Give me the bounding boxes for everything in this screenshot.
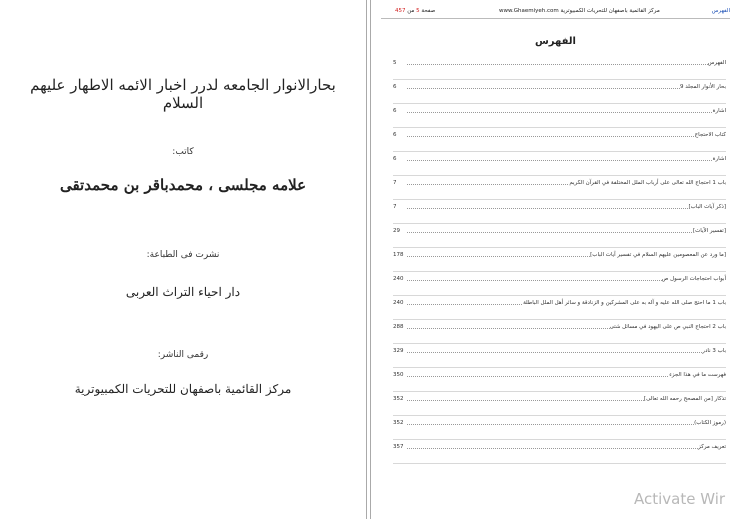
dot-leader [407, 88, 726, 89]
toc-entry[interactable] [393, 272, 726, 296]
right-page [371, 0, 740, 519]
toc-entry-title[interactable]: فهرست ما في هذا الجزء [669, 372, 726, 378]
toc-heading: الفهرس [534, 36, 576, 47]
toc-entry-title[interactable]: اشارة [712, 156, 726, 162]
dot-leader [407, 136, 726, 137]
toc-entry[interactable] [393, 176, 726, 200]
page-of: من [405, 8, 417, 14]
page-header [381, 4, 730, 19]
toc-entry-page: 240 [393, 276, 404, 282]
toc-entry[interactable] [393, 56, 726, 80]
left-page [0, 0, 366, 519]
dot-leader [407, 160, 726, 161]
toc-entry-title[interactable]: [ذكر آيات الباب] [688, 204, 726, 210]
toc-entry[interactable] [393, 368, 726, 392]
author-label: کاتب: [172, 147, 194, 157]
toc-entry-page: 29 [393, 228, 400, 234]
digitizer-name: مرکز القائمیة باصفهان للتحریات الکمبیوتریة [74, 382, 292, 396]
page-prefix: صفحة [419, 8, 436, 14]
toc-entry-page: 357 [393, 444, 404, 450]
total-pages: 457 [395, 8, 406, 14]
dot-leader [407, 112, 726, 113]
toc-entry-page: 350 [393, 372, 404, 378]
toc-entry-title[interactable]: [تفسير الآيات] [692, 228, 726, 234]
digitizer-label: رقمی الناشر: [157, 350, 209, 360]
toc-entry-title[interactable]: أبواب احتجاجات الرسول ص [661, 276, 726, 282]
toc-entry-title[interactable]: باب 2 احتجاج النبي ص على اليهود في مسائل شتى [609, 324, 726, 330]
dot-leader [407, 232, 726, 233]
toc-entry-page: 288 [393, 324, 404, 330]
publisher-name: دار احیاء التراث العربی [125, 285, 241, 299]
toc-entry-page: 178 [393, 252, 404, 258]
toc-entry[interactable] [393, 320, 726, 344]
toc-entry-page: 6 [393, 156, 397, 162]
toc-entry-page: 5 [393, 60, 397, 66]
book-title: بحارالانوار الجامعه لدرر اخبار الائمه الاطهار علیهم السلام [30, 76, 336, 112]
toc-entry[interactable] [393, 440, 726, 464]
toc-entry-title[interactable]: اشارة [712, 108, 726, 114]
dot-leader [407, 448, 726, 449]
dot-leader [407, 424, 726, 425]
toc-entry[interactable] [393, 104, 726, 128]
toc-entry-title[interactable]: تعريف مركز [698, 444, 726, 450]
toc-entry-page: 7 [393, 180, 397, 186]
header-site-text: www.Ghaemiyeh.com مركز القائمية باصفهان للتحريات الكمبيوترية [499, 8, 660, 14]
toc-entry-page: 7 [393, 204, 397, 210]
toc-entry-title[interactable]: كتاب الاحتجاج [694, 132, 726, 138]
toc-entry-page: 6 [393, 132, 397, 138]
toc-entry-page: 6 [393, 108, 397, 114]
toc-entry-page: 352 [393, 396, 404, 402]
publication-label: نشرت فی الطباعة: [146, 250, 220, 260]
toc-entry-title[interactable]: تذكار [من المصحح رحمه الله تعالى] [643, 396, 726, 402]
toc-entry[interactable] [393, 152, 726, 176]
activate-windows-watermark: Activate Wir [634, 490, 726, 508]
toc-entry[interactable] [393, 416, 726, 440]
toc-entry[interactable] [393, 248, 726, 272]
toc-entry[interactable] [393, 80, 726, 104]
toc-entry-title[interactable]: باب 3 نادر [702, 348, 726, 354]
toc-entry-page: 240 [393, 300, 404, 306]
dot-leader [407, 64, 726, 65]
toc-entry-title[interactable]: [ما ورد عن المعصومين عليهم السلام في تفسير آيات الباب] [590, 252, 726, 258]
toc-entry[interactable] [393, 296, 726, 320]
author-name: علامه مجلسی ، محمدباقر بن محمدتقی [59, 176, 307, 194]
toc-entry[interactable] [393, 224, 726, 248]
current-page: 5 [416, 8, 420, 14]
toc-entry[interactable] [393, 344, 726, 368]
toc-entry-page: 6 [393, 84, 397, 90]
dot-leader [407, 352, 726, 353]
toc-entry[interactable] [393, 392, 726, 416]
toc-entry-page: 352 [393, 420, 404, 426]
toc-entry[interactable] [393, 200, 726, 224]
header-title: الفهرس [711, 8, 730, 14]
table-of-contents [393, 56, 726, 464]
toc-entry-title[interactable]: باب 1 ما احتج صلى الله عليه و آله به على المشركين و الزنادقة و سائر أهل الملل الباطلة [523, 300, 726, 306]
header-page-number [395, 4, 435, 18]
dot-leader [407, 208, 726, 209]
toc-entry-page: 329 [393, 348, 404, 354]
toc-entry-title[interactable]: بحار الأنوار المجلد 9 [679, 84, 726, 90]
toc-entry[interactable] [393, 128, 726, 152]
toc-entry-title[interactable]: (رموز الكتاب) [694, 420, 726, 426]
toc-entry-title[interactable]: باب 1 احتجاج الله تعالى على أرباب الملل المختلفة في القرآن الكريم [569, 180, 726, 186]
toc-entry-title[interactable]: الفهرس [707, 60, 726, 66]
